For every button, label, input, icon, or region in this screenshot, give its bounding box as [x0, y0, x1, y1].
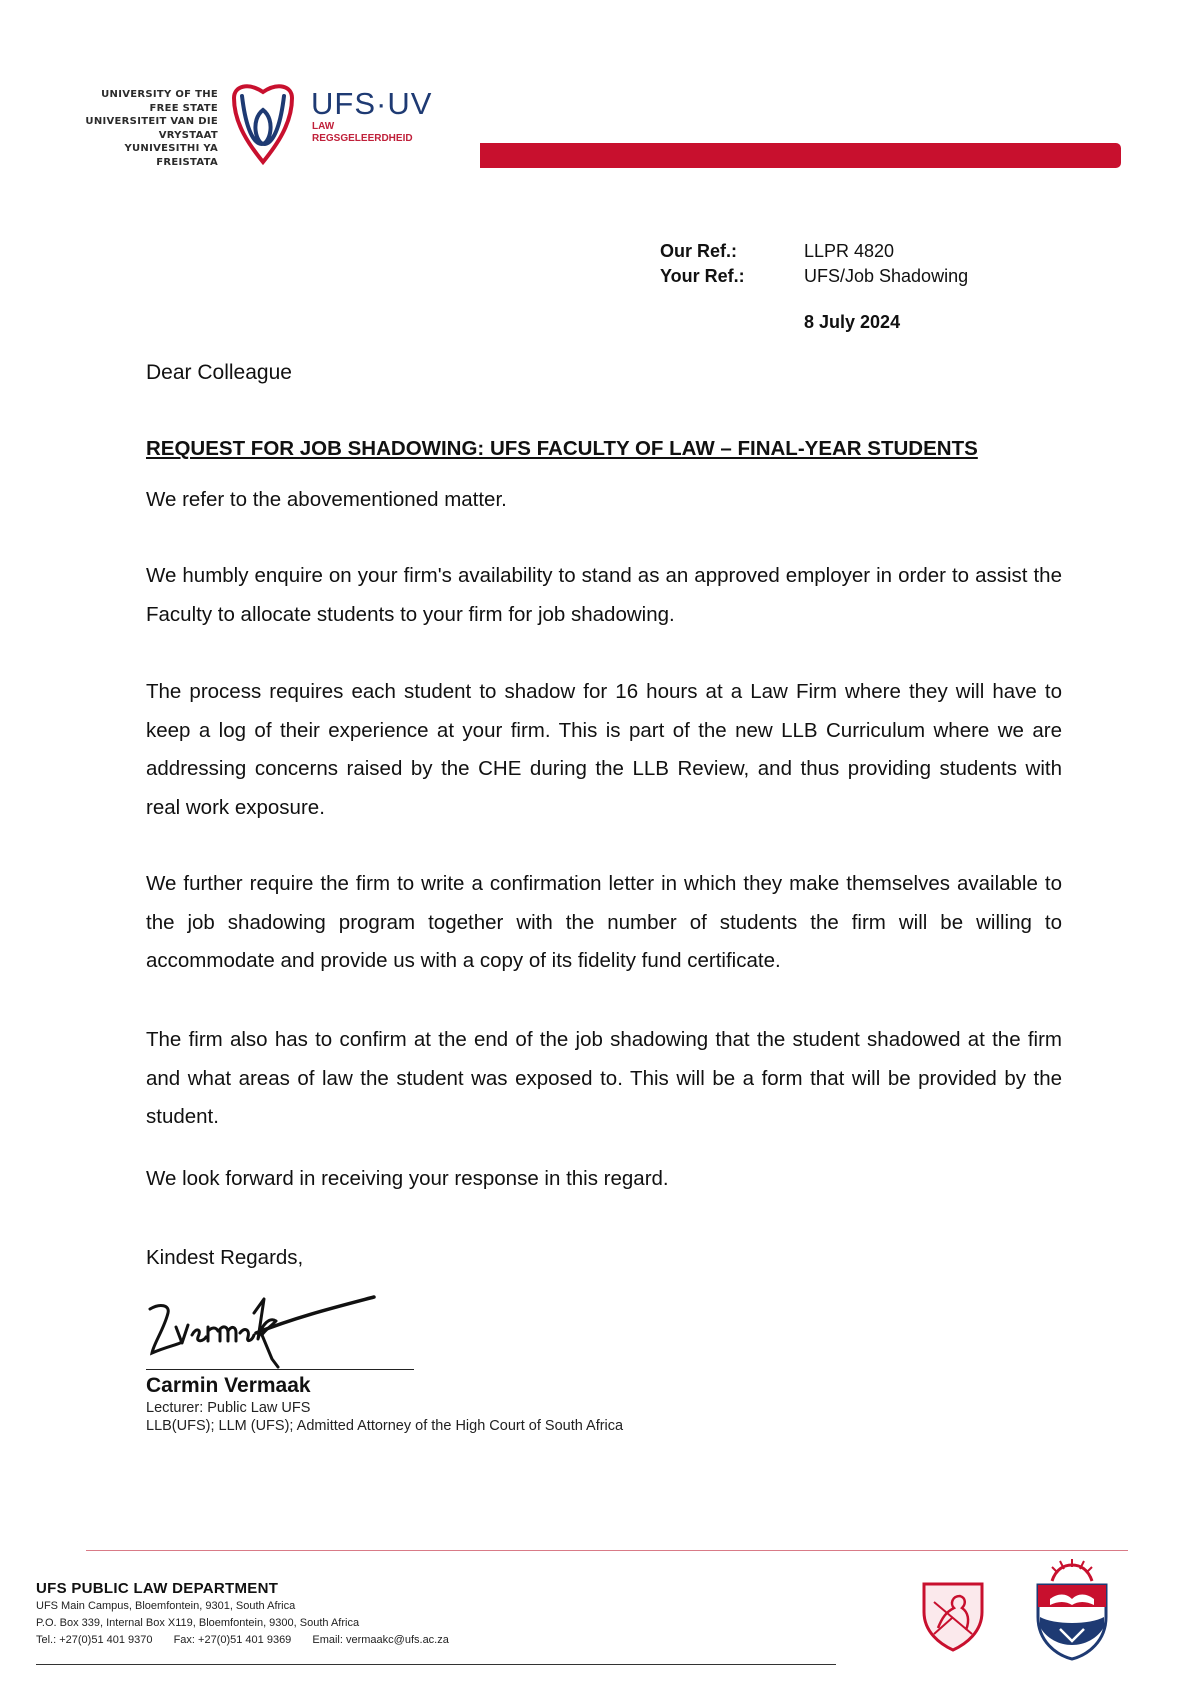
footer-divider: [86, 1550, 1128, 1551]
header-red-bar: [480, 143, 1121, 168]
department-name: UFS PUBLIC LAW DEPARTMENT: [36, 1580, 279, 1597]
signatory-title: Lecturer: Public Law UFS: [146, 1400, 311, 1416]
faculty-line: REGSGELEERDHEID: [312, 133, 413, 144]
ufs-logo-icon: [228, 80, 298, 166]
your-ref-label: Your Ref.:: [660, 266, 745, 286]
university-name-line: UNIVERSITY OF THE: [101, 89, 218, 100]
faculty-line: LAW: [312, 121, 335, 132]
faculty-name: [312, 121, 413, 145]
paragraph: We look forward in receiving your response in this regard.: [146, 1167, 669, 1190]
email-link[interactable]: Email: vermaakc@ufs.ac.za: [312, 1634, 449, 1646]
university-crest-icon: [1030, 1555, 1114, 1661]
footer-bottom-rule: [36, 1664, 836, 1665]
paragraph: The process requires each student to shadow for 16 hours at a Law Firm where they will have to keep a log of their experience at your firm. This is part of the new LLB Curriculum where we are addressing concerns raised by the CHE during the LLB Review, and thus providing students with real work exposure.: [146, 680, 1062, 819]
university-names: [78, 88, 218, 169]
paragraph: We refer to the abovementioned matter.: [146, 488, 507, 511]
paragraph: The firm also has to confirm at the end of the job shadowing that the student shadowed at the firm and what areas of law the student was exposed to. This will be a form that will be provided by the student.: [146, 1028, 1062, 1128]
university-name-line: UNIVERSITEIT VAN DIE: [85, 116, 218, 127]
your-ref-value: UFS/Job Shadowing: [804, 266, 969, 286]
faculty-crest-icon: [918, 1578, 988, 1652]
paragraph: We humbly enquire on your firm's availability to stand as an approved employer in order to assist the Faculty to allocate students to your firm for job shadowing.: [146, 564, 1062, 626]
our-ref-value: LLPR 4820: [804, 241, 895, 261]
university-name-line: YUNIVESITHI YA: [124, 143, 218, 154]
letter-date: 8 July 2024: [804, 312, 901, 332]
university-name-line: FREISTATA: [156, 156, 218, 168]
contact-line: [36, 1634, 467, 1646]
closing: Kindest Regards,: [146, 1246, 304, 1269]
university-name-line: FREE STATE: [149, 102, 218, 114]
subject-heading: REQUEST FOR JOB SHADOWING: UFS FACULTY OF LAW – FINAL-YEAR STUDENTS: [146, 437, 978, 460]
fax: Fax: +27(0)51 401 9369: [173, 1634, 292, 1646]
address-line: UFS Main Campus, Bloemfontein, 9301, South Africa: [36, 1600, 296, 1612]
salutation: Dear Colleague: [146, 361, 292, 384]
signature-image: [146, 1283, 386, 1373]
address-line: P.O. Box 339, Internal Box X119, Bloemfontein, 9300, South Africa: [36, 1617, 360, 1629]
our-ref-label: Our Ref.:: [660, 241, 738, 261]
telephone: Tel.: +27(0)51 401 9370: [36, 1634, 153, 1646]
signatory-name: Carmin Vermaak: [146, 1374, 311, 1397]
signature-line: [146, 1369, 414, 1370]
paragraph: We further require the firm to write a confirmation letter in which they make themselves available to the job shadowing program together with the number of students the firm will be willing to accommodate and provide us with a copy of its fidelity fund certificate.: [146, 872, 1062, 972]
university-name-line: VRYSTAAT: [158, 129, 218, 141]
signatory-qualifications: LLB(UFS); LLM (UFS); Admitted Attorney of the High Court of South Africa: [146, 1418, 624, 1434]
brand-name: UFS·UV: [311, 86, 433, 121]
